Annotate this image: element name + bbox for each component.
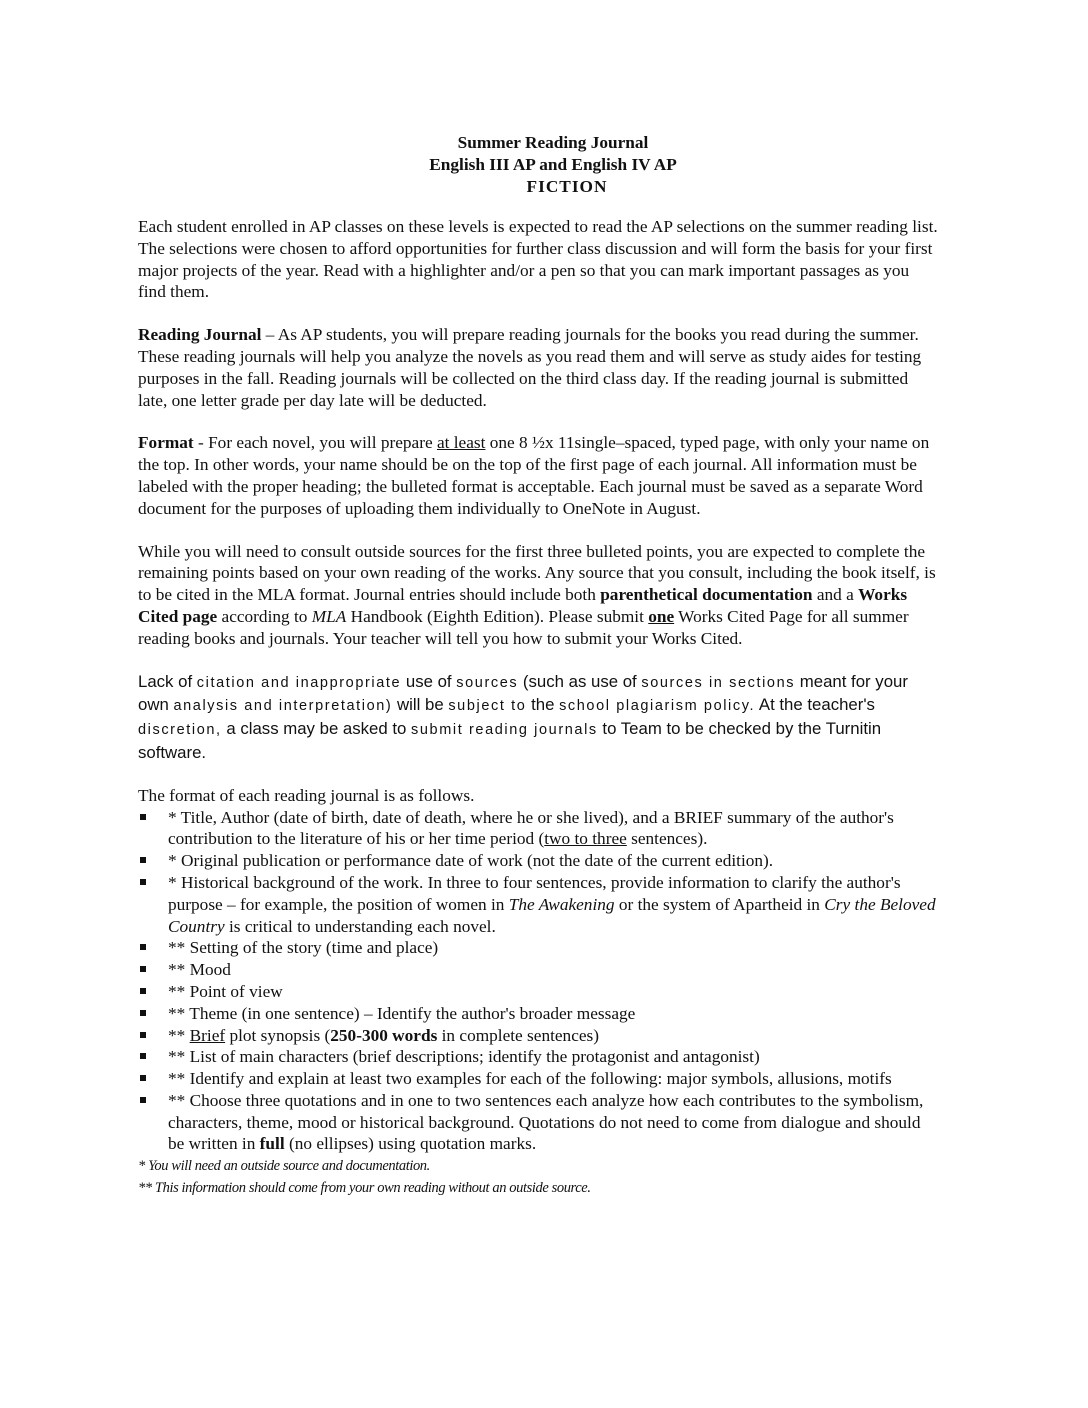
- sources-paragraph: [138, 541, 938, 650]
- plag-spaced: discretion,: [138, 722, 222, 739]
- list-item: [138, 1046, 938, 1068]
- list-item: [138, 872, 938, 937]
- square-bullet-icon: [140, 879, 146, 885]
- format-paragraph: [138, 432, 938, 519]
- list-item-text: * Title, Author (date of birth, date of death, where he or she lived), and a BRIEF summary of the author's contribution to the literature of his or her time period (: [168, 807, 894, 849]
- plag-spaced: sources in sections: [641, 674, 796, 691]
- list-item-text: in complete sentences): [437, 1025, 600, 1045]
- document-page: [138, 132, 938, 1199]
- list-item: [138, 1090, 938, 1155]
- list-item-text: * Historical background of the work. In three to four sentences, provide information to clarify the author's purpose – for example, the position of women in: [168, 872, 901, 914]
- plag-spaced: sources: [456, 674, 519, 691]
- list-item-text: **: [168, 1025, 190, 1045]
- square-bullet-icon: [140, 1053, 146, 1059]
- plag-spaced: citation and inappropriate: [196, 674, 402, 691]
- list-item-text: plot synopsis (: [225, 1025, 331, 1045]
- full-emphasis: full: [259, 1134, 285, 1154]
- list-item-text: ** Point of view: [168, 981, 283, 1001]
- list-intro: The format of each reading journal is as follows.: [138, 785, 475, 805]
- sources-text-3: according to: [217, 606, 312, 626]
- one-emphasis: one: [648, 606, 675, 626]
- plag-word: the: [526, 695, 560, 715]
- format-text: - For each novel, you will prepare: [193, 433, 437, 453]
- square-bullet-icon: [140, 1010, 146, 1016]
- sources-text-4: Handbook (Eighth Edition). Please submit: [346, 606, 649, 626]
- parenthetical-documentation: parenthetical documentation: [600, 585, 813, 605]
- list-item: [138, 1025, 938, 1047]
- list-item-text: (no ellipses) using quotation marks.: [284, 1134, 537, 1154]
- sources-text-5: Works Cited Page for all summer reading books and journals. Your teacher will tell you how to submit your Works Cited.: [138, 606, 909, 648]
- works-cited-page: Works Cited page: [138, 585, 908, 626]
- book-title: Cry the Beloved Country: [168, 894, 936, 936]
- list-item-text: ** Theme (in one sentence) – Identify the author's broader message: [168, 1003, 636, 1023]
- square-bullet-icon: [140, 966, 146, 972]
- document-title: Summer Reading Journal: [457, 133, 649, 152]
- list-item: [138, 1003, 938, 1025]
- plag-word: will be: [392, 695, 449, 715]
- plag-spaced: subject to: [448, 698, 527, 715]
- list-item-text: or the system of Apartheid in: [614, 894, 825, 914]
- square-bullet-icon: [140, 1097, 146, 1103]
- list-item-text: ** Mood: [168, 960, 231, 980]
- plag-word: (such as use of: [518, 671, 642, 691]
- list-item-underline: Brief: [189, 1025, 226, 1045]
- square-bullet-icon: [140, 988, 146, 994]
- document-subtitle: English III AP and English IV AP: [429, 155, 677, 174]
- list-item-text: * Original publication or performance date of work (not the date of the current edition).: [168, 851, 774, 871]
- square-bullet-icon: [140, 1075, 146, 1081]
- plag-word: use of: [401, 671, 457, 691]
- format-text-2: one 8 ½x 11single–spaced, typed page, with only your name on the top. In other words, your name should be on the top of the first page of each journal. All information must be labeled with the proper heading; the bulleted format is acceptable. Each journal must be saved as a separate Word document for the purposes of uploading them individually to OneNote in August.: [138, 433, 930, 518]
- list-item-text: is critical to understanding each novel.: [224, 916, 496, 936]
- list-item: [138, 937, 938, 959]
- plag-word: to Team to be checked by the Turnitin software.: [138, 719, 882, 762]
- reading-journal-paragraph: [138, 324, 938, 411]
- list-item-text: ** Identify and explain at least two examples for each of the following: major symbols, allusions, motifs: [168, 1069, 892, 1089]
- word-count: 250-300 words: [330, 1025, 438, 1045]
- footnotes: [138, 1155, 938, 1199]
- plag-word: a class may be asked to: [221, 719, 412, 739]
- format-heading: Format: [138, 433, 194, 453]
- sources-text: While you will need to consult outside sources for the first three bulleted points, you are expected to complete the remaining points based on your own reading of the works. Any source that you consult, including the book itself, is to be cited in the MLA format. Journal entries should include both: [138, 541, 936, 605]
- list-item: [138, 807, 938, 851]
- format-list: [138, 807, 938, 1156]
- square-bullet-icon: [140, 814, 146, 820]
- intro-paragraph: Each student enrolled in AP classes on these levels is expected to read the AP selections on the summer reading list. The selections were chosen to afford opportunities for further class discussion and will form the basis for your first major projects of the year. Read with a highlighter and/or a pen so that you can mark important passages as you find them.: [138, 217, 938, 302]
- list-item-text: sentences).: [626, 829, 708, 849]
- title-block: [138, 132, 938, 198]
- plag-spaced: analysis and interpretation): [173, 698, 393, 715]
- reading-journal-heading: Reading Journal: [138, 325, 262, 345]
- square-bullet-icon: [140, 857, 146, 863]
- square-bullet-icon: [140, 944, 146, 950]
- book-title: The Awakening: [508, 894, 615, 914]
- list-item: [138, 959, 938, 981]
- sources-text-2: and a: [812, 585, 859, 605]
- list-item-underline: two to three: [544, 829, 627, 849]
- list-item: [138, 1068, 938, 1090]
- list-item-text: ** List of main characters (brief descriptions; identify the protagonist and antagonist): [168, 1047, 760, 1067]
- plagiarism-paragraph: [138, 671, 938, 764]
- plag-spaced: school plagiarism policy.: [559, 698, 756, 715]
- list-item: [138, 981, 938, 1003]
- footnote-single-star: * You will need an outside source and documentation.: [138, 1158, 430, 1175]
- square-bullet-icon: [140, 1032, 146, 1038]
- document-genre: FICTION: [526, 177, 608, 196]
- reading-journal-text: – As AP students, you will prepare reading journals for the books you read during the summer. These reading journals will help you analyze the novels as you read them and will serve as study aides for testing purposes in the fall. Reading journals will be collected on the third class day. If the reading journal is submitted late, one letter grade per day late will be deducted.: [138, 325, 922, 410]
- mla-italic: MLA: [311, 606, 347, 626]
- footnote-double-star: ** This information should come from your own reading without an outside source.: [138, 1180, 591, 1197]
- plag-word: meant for your own: [138, 671, 908, 715]
- plag-spaced: submit reading journals: [411, 722, 598, 739]
- plag-word: At the teacher's: [755, 695, 875, 715]
- list-item-text: ** Setting of the story (time and place): [168, 938, 439, 958]
- list-item-text: ** Choose three quotations and in one to two sentences each analyze how each contributes to the symbolism, characters, theme, mood or historical background. Quotations do not need to come from dialogue and should be written in: [168, 1090, 924, 1154]
- plag-word: Lack of: [138, 671, 197, 691]
- list-item: [138, 850, 938, 872]
- format-underline: at least: [436, 433, 486, 453]
